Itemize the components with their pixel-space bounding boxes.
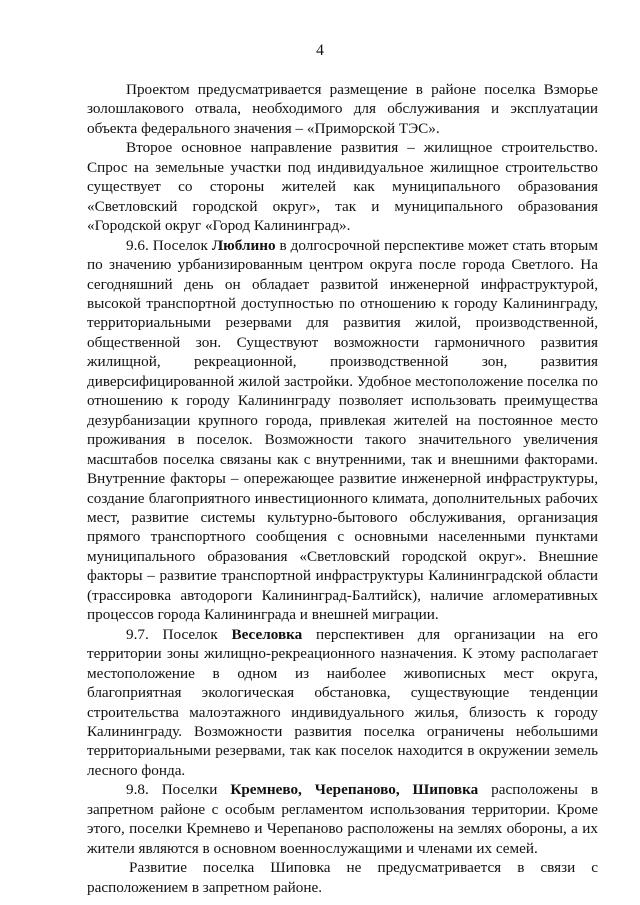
settlement-names-group: Кремнево, Черепаново, Шиповка xyxy=(230,781,479,799)
paragraph-text: 9.6. Поселок xyxy=(126,236,212,254)
paragraph-text: в долгосрочной перспективе может стать вторым по значению урбанизированным центром округа после города Светлого. На сегодняшний день он обладает развитой инженерной инфраструктурой, высокой транспортной доступностью по отношению к городу Калининграду, территориальными резервами для развития жилой, производственной, общественной зон. Существуют возможности гармоничного развития жилищной, рекреационной, производственной зон, развития диверсифицированной жилой застройки. Удобное местоположение поселка по отношению к городу Калининграду позволяет использовать преимущества дезурбанизации крупного города, привлекая жителей на постоянное место проживания в поселок. Возможности такого значительного увеличения масштабов поселка связаны как с внутренними, так и внешними факторами. Внутренние факторы – опережающее развитие инженерной инфраструктуры, создание благоприятного инвестиционного климата, дополнительных рабочих мест, развитие системы культурно-бытового обслуживания, организация прямого транспортного сообщения с основными населенными пунктами муниципального образования «Светловский городской округ». Внешние факторы – развитие транспортной инфраструктуры Калининградской области (трассировка автодороги Калининград-Балтийск), наличие агломеративных процессов города Калининграда и внешней миграции. xyxy=(87,236,598,624)
paragraph-ash-dump xyxy=(87,80,598,138)
paragraph-housing-direction xyxy=(87,138,598,235)
settlement-name-lyublino: Люблино xyxy=(211,236,276,254)
paragraph-veselovka xyxy=(87,625,598,781)
paragraph-text: Проектом предусматривается размещение в районе поселка Взморье золошлакового отвала, необходимого для обслуживания и эксплуатации объекта федерального значения – «Приморской ТЭС». xyxy=(87,81,598,137)
paragraph-text: расположены в запретном районе с особым регламентом использования территории. Кроме этого, поселки Кремнево и Черепаново расположены на землях обороны, а их жители являются в основном военнослужащими и членами их семей. xyxy=(87,781,599,857)
paragraph-text: Второе основное направление развития – жилищное строительство. Спрос на земельные участки под индивидуальное жилищное строительство существует со стороны жителей как муниципального образования «Светловский городской округ», так и муниципального образования «Городской округ «Город Калининград». xyxy=(87,139,598,235)
paragraph-text: 9.7. Поселок xyxy=(126,625,232,643)
paragraph-kremnevo-cherepanovo-shipovka xyxy=(87,780,598,858)
paragraph-text: перспективен для организации на его территории зоны жилищно-рекреационного назначения. К этому располагает местоположение в одном из наиболее живописных мест округа, благоприятная экологическая обстановка, существующие тенденции строительства малоэтажного индивидуального жилья, близость к городу Калининграду. Возможности развития поселка ограничены небольшими территориальными резервами, так как поселок находится в окружении земель лесного фонда. xyxy=(87,625,598,779)
paragraph-lyublino xyxy=(87,236,598,625)
settlement-name-veselovka: Веселовка xyxy=(231,625,303,643)
paragraph-text: 9.8. Поселки xyxy=(126,781,231,799)
paragraph-text: Развитие поселка Шиповка не предусматривается в связи с расположением в запретном районе. xyxy=(87,859,598,896)
document-body xyxy=(87,80,598,897)
paragraph-shipovka xyxy=(87,858,598,897)
page-number: 4 xyxy=(316,42,324,59)
